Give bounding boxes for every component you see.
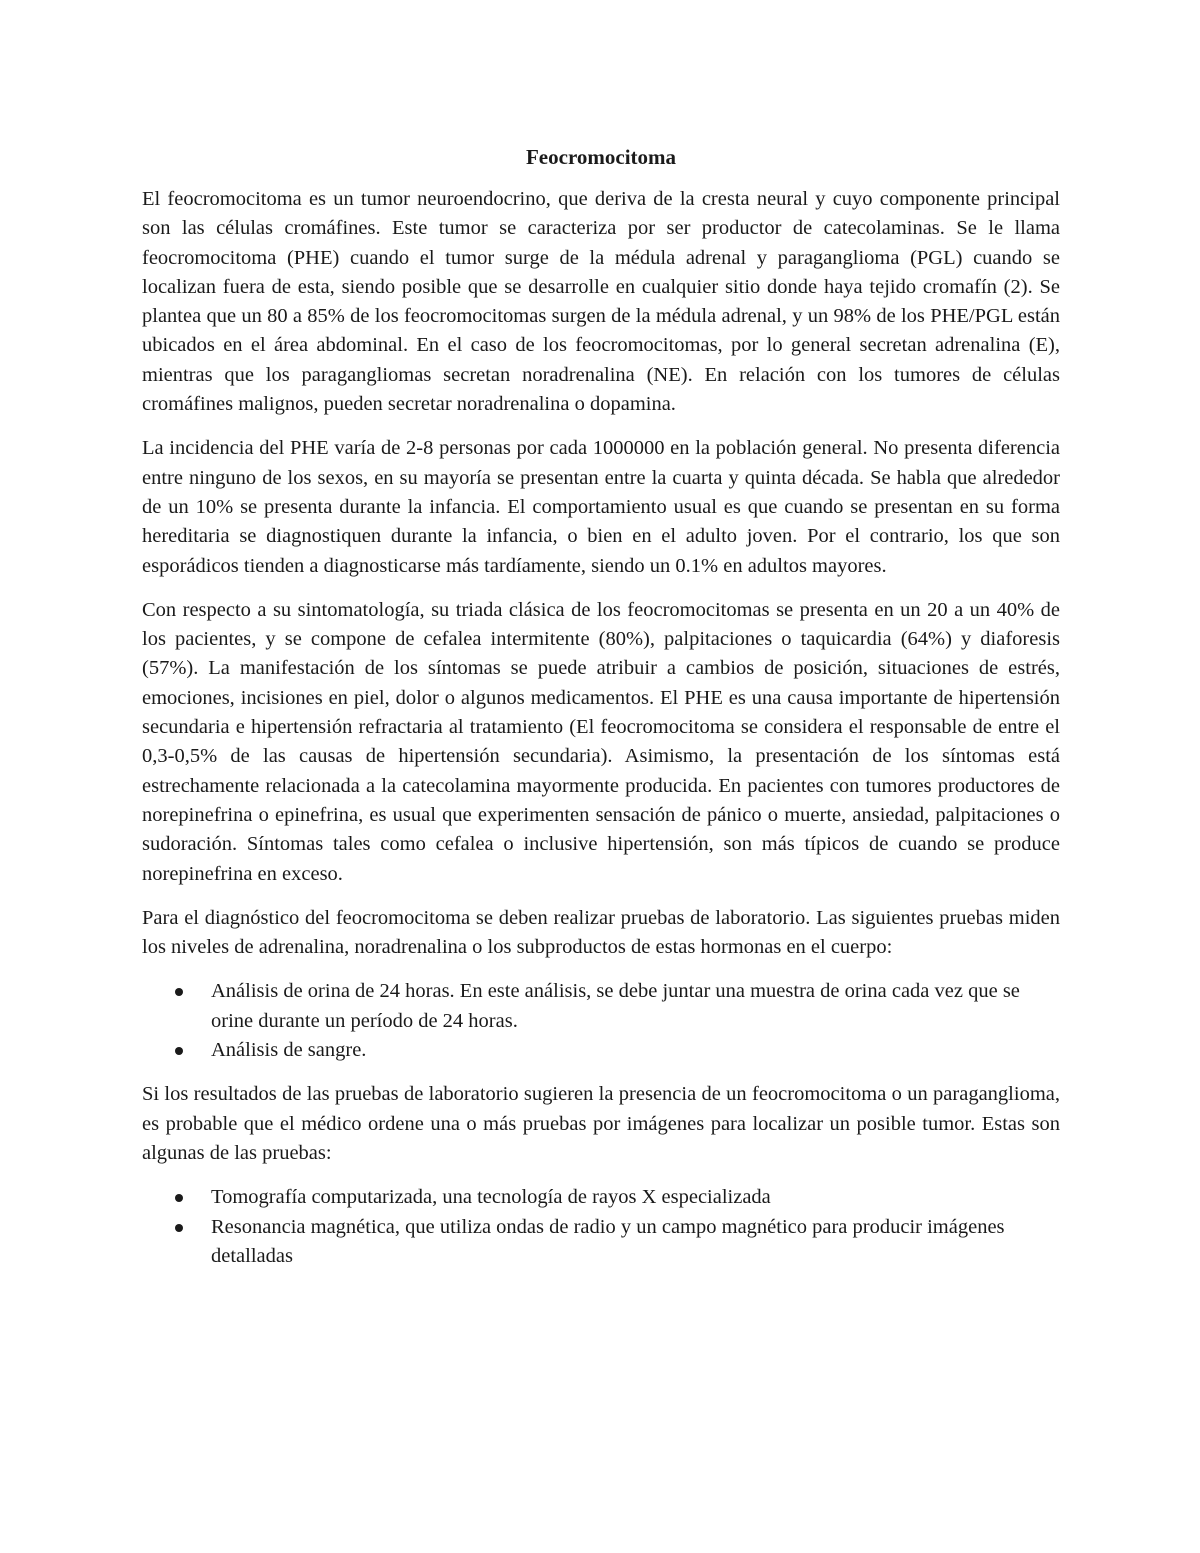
list-item: [142, 1213, 1060, 1272]
list-item-text: Análisis de orina de 24 horas. En este análisis, se debe juntar una muestra de orina cada vez que se orine durante un período de 24 horas.: [211, 980, 1020, 1032]
document-page: [142, 140, 1060, 1286]
paragraph-imaging: Si los resultados de las pruebas de laboratorio sugieren la presencia de un feocromocitoma o un paraganglioma, es probable que el médico ordene una o más pruebas por imágenes para localizar un posible tumor. Estas son algunas de las pruebas:: [142, 1083, 1060, 1164]
list-item: [142, 1036, 1060, 1065]
list-item: [142, 1183, 1060, 1212]
paragraph-diagnosis: Para el diagnóstico del feocromocitoma se deben realizar pruebas de laboratorio. Las siguientes pruebas miden los niveles de adrenalina, noradrenalina o los subproductos de estas hormonas en el cuerpo:: [142, 906, 1060, 959]
paragraph-symptoms: Con respecto a su sintomatología, su triada clásica de los feocromocitomas se presenta en un 20 a un 40% de los pacientes, y se compone de cefalea intermitente (80%), palpitaciones o taquicardia (64%) y diaforesis (57%). La manifestación de los síntomas se puede atribuir a cambios de posición, situaciones de estrés, emociones, incisiones en piel, dolor o algunos medicamentos. El PHE es una causa importante de hipertensión secundaria e hipertensión refractaria al tratamiento (El feocromocitoma se considera el responsable de entre el 0,3-0,5% de las causas de hipertensión secundaria). Asimismo, la presentación de los síntomas está estrechamente relacionada a la catecolamina mayormente producida. En pacientes con tumores productores de norepinefrina o epinefrina, es usual que experimenten sensación de pánico o muerte, ansiedad, palpitaciones o sudoración. Síntomas tales como cefalea o inclusive hipertensión, son más típicos de cuando se produce norepinefrina en exceso.: [142, 598, 1060, 885]
list-item-text: Tomografía computarizada, una tecnología de rayos X especializada: [211, 1186, 771, 1209]
paragraph-definition: El feocromocitoma es un tumor neuroendocrino, que deriva de la cresta neural y cuyo componente principal son las células cromáfines. Este tumor se caracteriza por ser productor de catecolaminas. Se le llama feocromocitoma (PHE) cuando el tumor surge de la médula adrenal y paraganglioma (PGL) cuando se localizan fuera de esta, siendo posible que se desarrolle en cualquier sitio donde haya tejido cromafín (2). Se plantea que un 80 a 85% de los feocromocitomas surgen de la médula adrenal, y un 98% de los PHE/PGL están ubicados en el área abdominal. En el caso de los feocromocitomas, por lo general secretan adrenalina (E), mientras que los paragangliomas secretan noradrenalina (NE). En relación con los tumores de células cromáfines malignos, pueden secretar noradrenalina o dopamina.: [142, 188, 1060, 416]
list-item-text: Resonancia magnética, que utiliza ondas de radio y un campo magnético para producir imágenes detalladas: [211, 1215, 1005, 1267]
bullet-icon: [175, 1224, 183, 1232]
paragraph-incidence: La incidencia del PHE varía de 2-8 personas por cada 1000000 en la población general. No presenta diferencia entre ninguno de los sexos, en su mayoría se presentan entre la cuarta y quinta década. Se habla que alrededor de un 10% se presenta durante la infancia. El comportamiento usual es que cuando se presentan en su forma hereditaria se diagnostiquen durante la infancia, o bien en el adulto joven. Por el contrario, los que son esporádicos tienden a diagnosticarse más tardíamente, siendo un 0.1% en adultos mayores.: [142, 437, 1060, 577]
bullet-icon: [175, 988, 183, 996]
imaging-tests-list: [142, 1183, 1060, 1271]
bullet-icon: [175, 1194, 183, 1202]
document-title: Feocromocitoma: [525, 145, 677, 169]
lab-tests-list: [142, 977, 1060, 1065]
list-item: [142, 977, 1060, 1036]
list-item-text: Análisis de sangre.: [211, 1039, 367, 1062]
bullet-icon: [175, 1047, 183, 1055]
